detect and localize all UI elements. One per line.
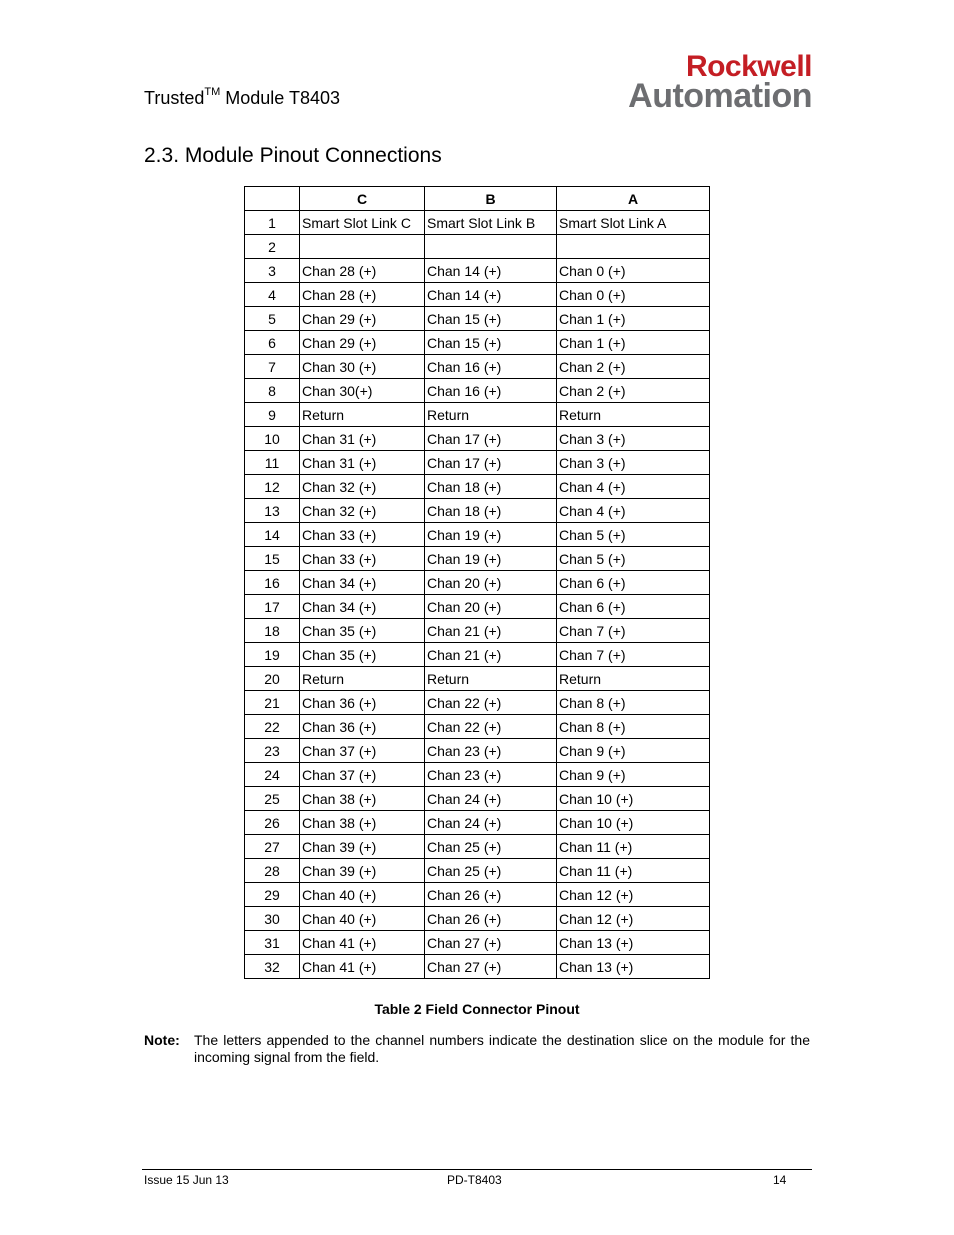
pin-number-cell: 22 xyxy=(245,715,300,739)
note-text: The letters appended to the channel numbers indicate the destination slice on the module for the incoming signal from the field. xyxy=(194,1032,810,1065)
table-row xyxy=(245,331,710,355)
pin-number-cell: 29 xyxy=(245,883,300,907)
column-b-cell: Chan 27 (+) xyxy=(425,955,557,979)
pin-number-cell: 28 xyxy=(245,859,300,883)
pinout-table-body xyxy=(245,211,710,979)
logo-line-rockwell: Rockwell xyxy=(685,50,812,83)
pin-number-cell: 20 xyxy=(245,667,300,691)
column-b-cell: Return xyxy=(425,403,557,427)
pin-number-cell: 8 xyxy=(245,379,300,403)
column-b-cell: Chan 23 (+) xyxy=(425,763,557,787)
column-c-cell: Chan 28 (+) xyxy=(300,259,425,283)
pin-number-cell: 15 xyxy=(245,547,300,571)
table-row xyxy=(245,667,710,691)
column-b-cell: Chan 16 (+) xyxy=(425,379,557,403)
column-c-cell: Chan 33 (+) xyxy=(300,523,425,547)
column-a-cell: Chan 4 (+) xyxy=(557,475,710,499)
column-c-cell: Chan 40 (+) xyxy=(300,907,425,931)
column-c-cell: Chan 40 (+) xyxy=(300,883,425,907)
column-c-cell: Chan 41 (+) xyxy=(300,955,425,979)
column-a-cell: Chan 0 (+) xyxy=(557,259,710,283)
column-a-cell: Chan 11 (+) xyxy=(557,859,710,883)
column-a-cell: Chan 7 (+) xyxy=(557,619,710,643)
note-block xyxy=(144,1032,810,1066)
column-a-cell: Chan 12 (+) xyxy=(557,907,710,931)
header-cell-a: A xyxy=(557,187,710,211)
column-c-cell: Chan 36 (+) xyxy=(300,715,425,739)
column-b-cell: Chan 23 (+) xyxy=(425,739,557,763)
pin-number-cell: 25 xyxy=(245,787,300,811)
table-row xyxy=(245,307,710,331)
column-b-cell: Chan 16 (+) xyxy=(425,355,557,379)
footer-document-code: PD-T8403 xyxy=(447,1173,502,1187)
column-b-cell: Chan 27 (+) xyxy=(425,931,557,955)
pin-number-cell: 5 xyxy=(245,307,300,331)
column-b-cell: Chan 24 (+) xyxy=(425,787,557,811)
column-c-cell: Chan 41 (+) xyxy=(300,931,425,955)
table-row xyxy=(245,355,710,379)
table-row xyxy=(245,643,710,667)
pin-number-cell: 10 xyxy=(245,427,300,451)
note-label: Note: xyxy=(144,1032,180,1048)
table-row xyxy=(245,523,710,547)
column-b-cell: Chan 21 (+) xyxy=(425,643,557,667)
column-c-cell: Chan 39 (+) xyxy=(300,835,425,859)
column-c-cell: Return xyxy=(300,403,425,427)
table-row xyxy=(245,571,710,595)
column-c-cell: Chan 33 (+) xyxy=(300,547,425,571)
logo-line-automation: Automation xyxy=(628,77,812,115)
column-a-cell: Chan 1 (+) xyxy=(557,307,710,331)
pin-number-cell: 17 xyxy=(245,595,300,619)
pin-number-cell: 3 xyxy=(245,259,300,283)
column-c-cell: Chan 38 (+) xyxy=(300,811,425,835)
column-c-cell: Chan 28 (+) xyxy=(300,283,425,307)
column-c-cell: Chan 36 (+) xyxy=(300,691,425,715)
column-a-cell: Chan 5 (+) xyxy=(557,523,710,547)
column-b-cell: Chan 21 (+) xyxy=(425,619,557,643)
column-c-cell: Chan 30 (+) xyxy=(300,355,425,379)
pin-number-cell: 14 xyxy=(245,523,300,547)
pin-number-cell: 21 xyxy=(245,691,300,715)
pin-number-cell: 13 xyxy=(245,499,300,523)
column-b-cell: Chan 15 (+) xyxy=(425,307,557,331)
pin-number-cell: 11 xyxy=(245,451,300,475)
column-a-cell: Chan 6 (+) xyxy=(557,595,710,619)
rockwell-automation-logo xyxy=(572,52,812,113)
column-b-cell: Chan 17 (+) xyxy=(425,451,557,475)
column-b-cell: Smart Slot Link B xyxy=(425,211,557,235)
pin-number-cell: 12 xyxy=(245,475,300,499)
column-b-cell: Chan 18 (+) xyxy=(425,475,557,499)
table-row xyxy=(245,763,710,787)
column-a-cell: Return xyxy=(557,667,710,691)
table-row xyxy=(245,691,710,715)
column-b-cell: Chan 22 (+) xyxy=(425,715,557,739)
column-a-cell: Chan 10 (+) xyxy=(557,787,710,811)
column-a-cell: Smart Slot Link A xyxy=(557,211,710,235)
pin-number-cell: 18 xyxy=(245,619,300,643)
column-a-cell: Chan 13 (+) xyxy=(557,931,710,955)
table-row xyxy=(245,595,710,619)
column-a-cell: Chan 6 (+) xyxy=(557,571,710,595)
pin-number-cell: 6 xyxy=(245,331,300,355)
pin-number-cell: 31 xyxy=(245,931,300,955)
column-a-cell: Chan 12 (+) xyxy=(557,883,710,907)
title-prefix: Trusted xyxy=(144,88,205,108)
pin-number-cell: 19 xyxy=(245,643,300,667)
column-a-cell xyxy=(557,235,710,259)
pin-number-cell: 30 xyxy=(245,907,300,931)
table-row xyxy=(245,811,710,835)
column-b-cell: Chan 17 (+) xyxy=(425,427,557,451)
column-c-cell: Chan 37 (+) xyxy=(300,739,425,763)
column-a-cell: Chan 8 (+) xyxy=(557,715,710,739)
column-c-cell: Chan 35 (+) xyxy=(300,643,425,667)
column-b-cell: Chan 24 (+) xyxy=(425,811,557,835)
column-a-cell: Chan 5 (+) xyxy=(557,547,710,571)
table-row xyxy=(245,283,710,307)
column-b-cell xyxy=(425,235,557,259)
header-cell-b: B xyxy=(425,187,557,211)
column-a-cell: Chan 11 (+) xyxy=(557,835,710,859)
column-c-cell: Chan 39 (+) xyxy=(300,859,425,883)
title-suffix: Module T8403 xyxy=(220,88,341,108)
table-row xyxy=(245,619,710,643)
table-row xyxy=(245,715,710,739)
pin-number-cell: 24 xyxy=(245,763,300,787)
pin-number-cell: 4 xyxy=(245,283,300,307)
column-a-cell: Chan 9 (+) xyxy=(557,763,710,787)
column-a-cell: Chan 10 (+) xyxy=(557,811,710,835)
column-c-cell: Chan 38 (+) xyxy=(300,787,425,811)
column-b-cell: Chan 14 (+) xyxy=(425,259,557,283)
column-b-cell: Chan 14 (+) xyxy=(425,283,557,307)
table-row xyxy=(245,499,710,523)
column-c-cell: Smart Slot Link C xyxy=(300,211,425,235)
table-header-row xyxy=(245,187,710,211)
table-row xyxy=(245,835,710,859)
column-b-cell: Chan 18 (+) xyxy=(425,499,557,523)
table-row xyxy=(245,235,710,259)
column-c-cell: Chan 34 (+) xyxy=(300,595,425,619)
table-row xyxy=(245,427,710,451)
pin-number-cell: 26 xyxy=(245,811,300,835)
table-row xyxy=(245,859,710,883)
column-b-cell: Chan 25 (+) xyxy=(425,835,557,859)
column-a-cell: Chan 9 (+) xyxy=(557,739,710,763)
footer-page-number: 14 xyxy=(773,1173,787,1187)
column-c-cell: Chan 32 (+) xyxy=(300,499,425,523)
column-c-cell: Chan 34 (+) xyxy=(300,571,425,595)
column-a-cell: Chan 1 (+) xyxy=(557,331,710,355)
column-c-cell: Return xyxy=(300,667,425,691)
column-a-cell: Chan 8 (+) xyxy=(557,691,710,715)
table-row xyxy=(245,787,710,811)
pin-number-cell: 1 xyxy=(245,211,300,235)
column-c-cell: Chan 32 (+) xyxy=(300,475,425,499)
column-a-cell: Chan 3 (+) xyxy=(557,451,710,475)
column-c-cell: Chan 29 (+) xyxy=(300,331,425,355)
table-row xyxy=(245,475,710,499)
column-b-cell: Chan 20 (+) xyxy=(425,571,557,595)
column-a-cell: Chan 4 (+) xyxy=(557,499,710,523)
pin-number-cell: 2 xyxy=(245,235,300,259)
table-row xyxy=(245,955,710,979)
pin-number-cell: 16 xyxy=(245,571,300,595)
header-cell-c: C xyxy=(300,187,425,211)
pin-number-cell: 7 xyxy=(245,355,300,379)
section-heading: 2.3. Module Pinout Connections xyxy=(144,144,442,167)
header-cell-pin xyxy=(245,187,300,211)
pin-number-cell: 23 xyxy=(245,739,300,763)
column-b-cell: Chan 25 (+) xyxy=(425,859,557,883)
column-a-cell: Chan 2 (+) xyxy=(557,379,710,403)
pin-number-cell: 9 xyxy=(245,403,300,427)
column-a-cell: Chan 2 (+) xyxy=(557,355,710,379)
column-a-cell: Return xyxy=(557,403,710,427)
column-a-cell: Chan 0 (+) xyxy=(557,283,710,307)
column-c-cell: Chan 35 (+) xyxy=(300,619,425,643)
table-row xyxy=(245,547,710,571)
table-row xyxy=(245,403,710,427)
footer-issue-date: Issue 15 Jun 13 xyxy=(144,1173,229,1187)
column-b-cell: Chan 15 (+) xyxy=(425,331,557,355)
trademark-superscript: TM xyxy=(204,86,221,98)
table-row xyxy=(245,451,710,475)
column-a-cell: Chan 13 (+) xyxy=(557,955,710,979)
table-row xyxy=(245,211,710,235)
pin-number-cell: 27 xyxy=(245,835,300,859)
column-b-cell: Chan 26 (+) xyxy=(425,883,557,907)
table-row xyxy=(245,739,710,763)
column-a-cell: Chan 7 (+) xyxy=(557,643,710,667)
column-c-cell: Chan 30(+) xyxy=(300,379,425,403)
table-caption: Table 2 Field Connector Pinout xyxy=(374,1001,580,1017)
column-c-cell: Chan 37 (+) xyxy=(300,763,425,787)
column-b-cell: Chan 20 (+) xyxy=(425,595,557,619)
footer-divider xyxy=(142,1169,812,1170)
pinout-table xyxy=(244,186,710,979)
column-c-cell: Chan 31 (+) xyxy=(300,451,425,475)
column-c-cell: Chan 29 (+) xyxy=(300,307,425,331)
table-row xyxy=(245,883,710,907)
column-b-cell: Chan 22 (+) xyxy=(425,691,557,715)
column-c-cell: Chan 31 (+) xyxy=(300,427,425,451)
column-a-cell: Chan 3 (+) xyxy=(557,427,710,451)
column-b-cell: Chan 19 (+) xyxy=(425,523,557,547)
table-row xyxy=(245,931,710,955)
column-c-cell xyxy=(300,235,425,259)
column-b-cell: Chan 19 (+) xyxy=(425,547,557,571)
document-title xyxy=(144,88,340,109)
table-row xyxy=(245,379,710,403)
table-row xyxy=(245,259,710,283)
table-row xyxy=(245,907,710,931)
column-b-cell: Chan 26 (+) xyxy=(425,907,557,931)
pin-number-cell: 32 xyxy=(245,955,300,979)
column-b-cell: Return xyxy=(425,667,557,691)
